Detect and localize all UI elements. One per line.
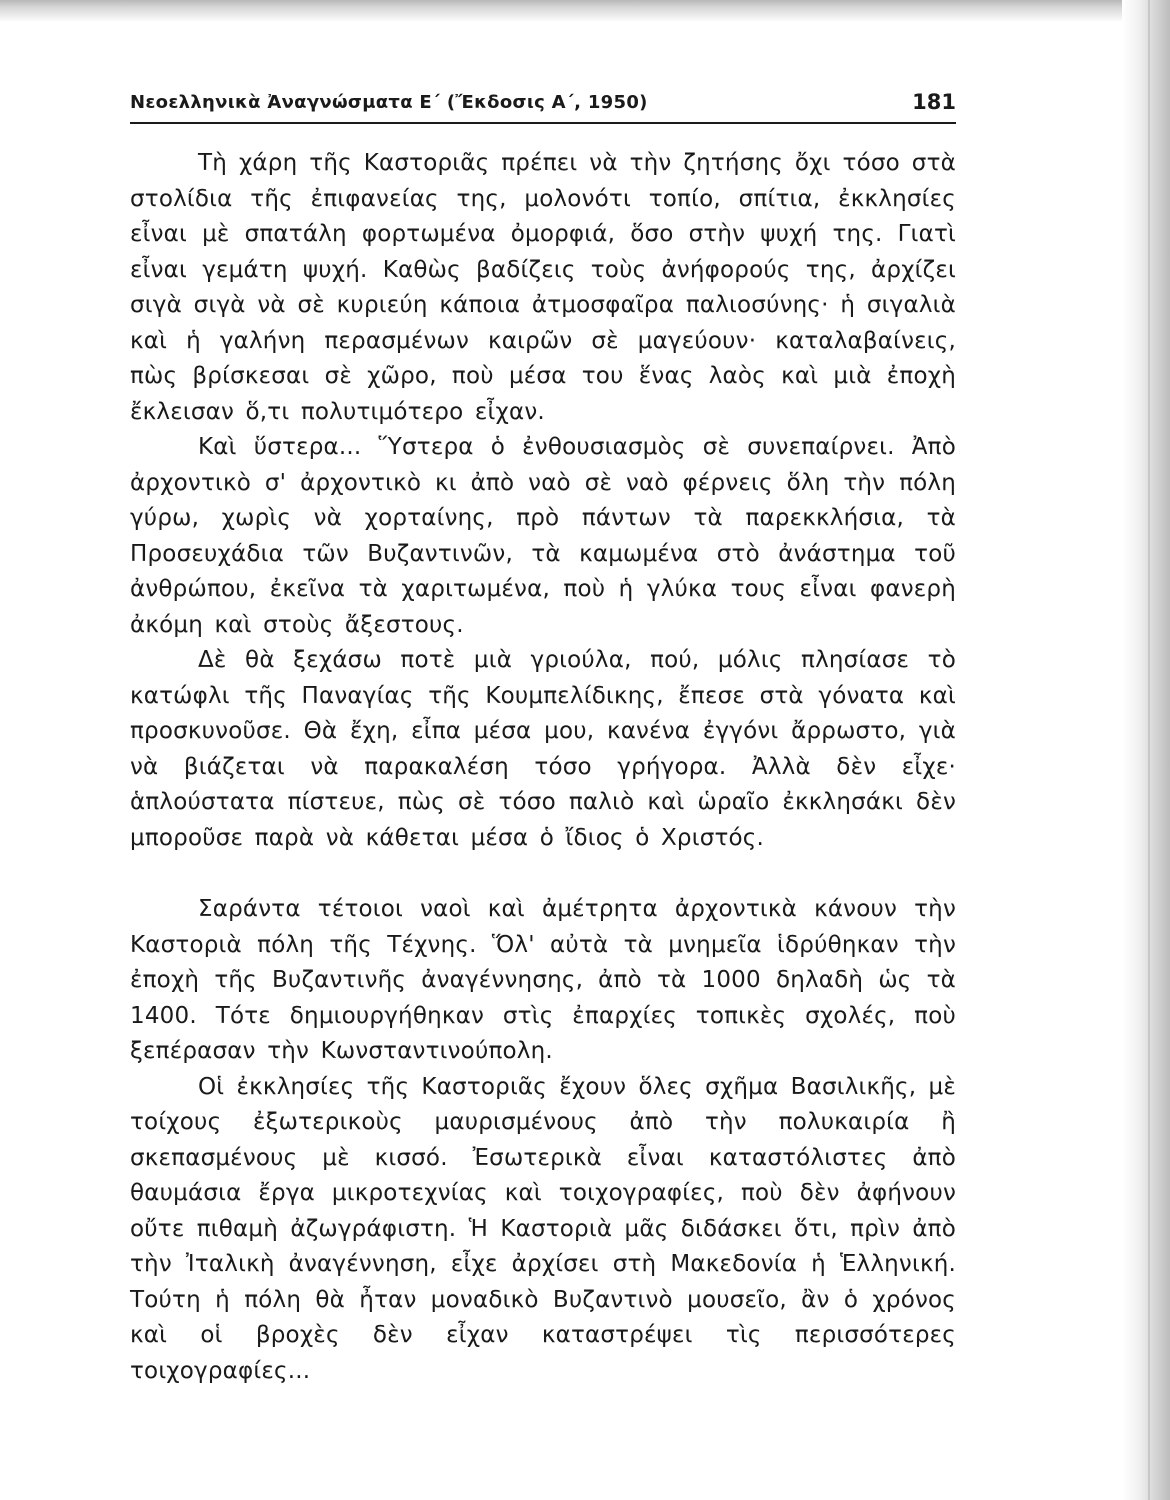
section-gap [130, 856, 956, 892]
paragraph: Δὲ θὰ ξεχάσω ποτὲ μιὰ γριούλα, πού, μόλις πλησίασε τὸ κατώφλι τῆς Παναγίας τῆς Κουμπελίδικης, ἔπεσε στὰ γόνατα καὶ προσκυνοῦσε. Θὰ ἔχη, εἶπα μέσα μου, κανένα ἐγγόνι ἄρρωστο, γιὰ νὰ βιάζεται νὰ παρακαλέση τόσο γρήγορα. Ἀλλὰ δὲν εἶχε· ἁπλούστατα πίστευε, πὼς σὲ τόσο παλιὸ καὶ ὡραῖο ἐκκλησάκι δὲν μποροῦσε παρὰ νὰ κάθεται μέσα ὁ ἴδιος ὁ Χριστός. [130, 647, 956, 851]
page-right-edge-shadow [1122, 0, 1170, 1500]
paragraph: Τὴ χάρη τῆς Καστοριᾶς πρέπει νὰ τὴν ζητήσης ὄχι τόσο στὰ στολίδια τῆς ἐπιφανείας της, μολονότι τοπίο, σπίτια, ἐκκλησίες εἶναι μὲ σπατάλη φορτωμένα ὀμορφιά, ὅσο στὴν ψυχή της. Γιατὶ εἶναι γεμάτη ψυχή. Καθὼς βαδίζεις τοὺς ἀνήφορούς της, ἀρχίζει σιγὰ σιγὰ νὰ σὲ κυριεύη κάποια ἀτμοσφαῖρα παλιοσύνης· ἡ σιγαλιὰ καὶ ἡ γαλήνη περασμένων καιρῶν σὲ μαγεύουν· καταλαβαίνεις, πὼς βρίσκεσαι σὲ χῶρο, ποὺ μέσα του ἕνας λαὸς καὶ μιὰ ἐποχὴ ἔκλεισαν ὅ,τι πολυτιμότερο εἶχαν. [130, 150, 956, 425]
paragraph: Καὶ ὕστερα... Ὕστερα ὁ ἐνθουσιασμὸς σὲ συνεπαίρνει. Ἀπὸ ἀρχοντικὸ σ' ἀρχοντικὸ κι ἀπὸ ναὸ σὲ ναὸ φέρνεις ὅλη τὴν πόλη γύρω, χωρὶς νὰ χορταίνης, πρὸ πάντων τὰ παρεκκλήσια, τὰ Προσευχάδια τῶν Βυζαντινῶν, τὰ καμωμένα στὸ ἀνάστημα τοῦ ἀνθρώπου, ἐκεῖνα τὰ χαριτωμένα, ποὺ ἡ γλύκα τους εἶναι φανερὴ ἀκόμη καὶ στοὺς ἄξεστους. [130, 434, 956, 638]
page-body [130, 146, 956, 1389]
page-header [130, 90, 956, 124]
paragraph: Σαράντα τέτοιοι ναοὶ καὶ ἀμέτρητα ἀρχοντικὰ κάνουν τὴν Καστοριὰ πόλη τῆς Τέχνης. Ὅλ' αὐτὰ τὰ μνημεῖα ἱδρύθηκαν τὴν ἐποχὴ τῆς Βυζαντινῆς ἀναγέννησης, ἀπὸ τὰ 1000 δηλαδὴ ὡς τὰ 1400. Τότε δημιουργήθηκαν στὶς ἐπαρχίες τοπικὲς σχολές, ποὺ ξεπέρασαν τὴν Κωνσταντινούπολη. [130, 896, 956, 1064]
page-top-edge-shadow [0, 0, 1170, 22]
running-title: Νεοελληνικὰ Ἀναγνώσματα Ε΄ (Ἔκδοσις Α΄, 1950) [130, 92, 648, 113]
page-number: 181 [912, 90, 956, 114]
paragraph: Οἱ ἐκκλησίες τῆς Καστοριᾶς ἔχουν ὅλες σχῆμα Βασιλικῆς, μὲ τοίχους ἐξωτερικοὺς μαυρισμένους ἀπὸ τὴν πολυκαιρία ἢ σκεπασμένους μὲ κισσό. Ἐσωτερικὰ εἶναι καταστόλιστες ἀπὸ θαυμάσια ἔργα μικροτεχνίας καὶ τοιχογραφίες, ποὺ δὲν ἀφήνουν οὔτε πιθαμὴ ἀζωγράφιστη. Ἡ Καστοριὰ μᾶς διδάσκει ὅτι, πρὶν ἀπὸ τὴν Ἰταλικὴ ἀναγέννηση, εἶχε ἀρχίσει στὴ Μακεδονία ἡ Ἑλληνική. Τούτη ἡ πόλη θὰ ἦταν μοναδικὸ Βυζαντινὸ μουσεῖο, ἂν ὁ χρόνος καὶ οἱ βροχὲς δὲν εἶχαν καταστρέψει τὶς περισσότερες τοιχογραφίες... [130, 1073, 956, 1384]
